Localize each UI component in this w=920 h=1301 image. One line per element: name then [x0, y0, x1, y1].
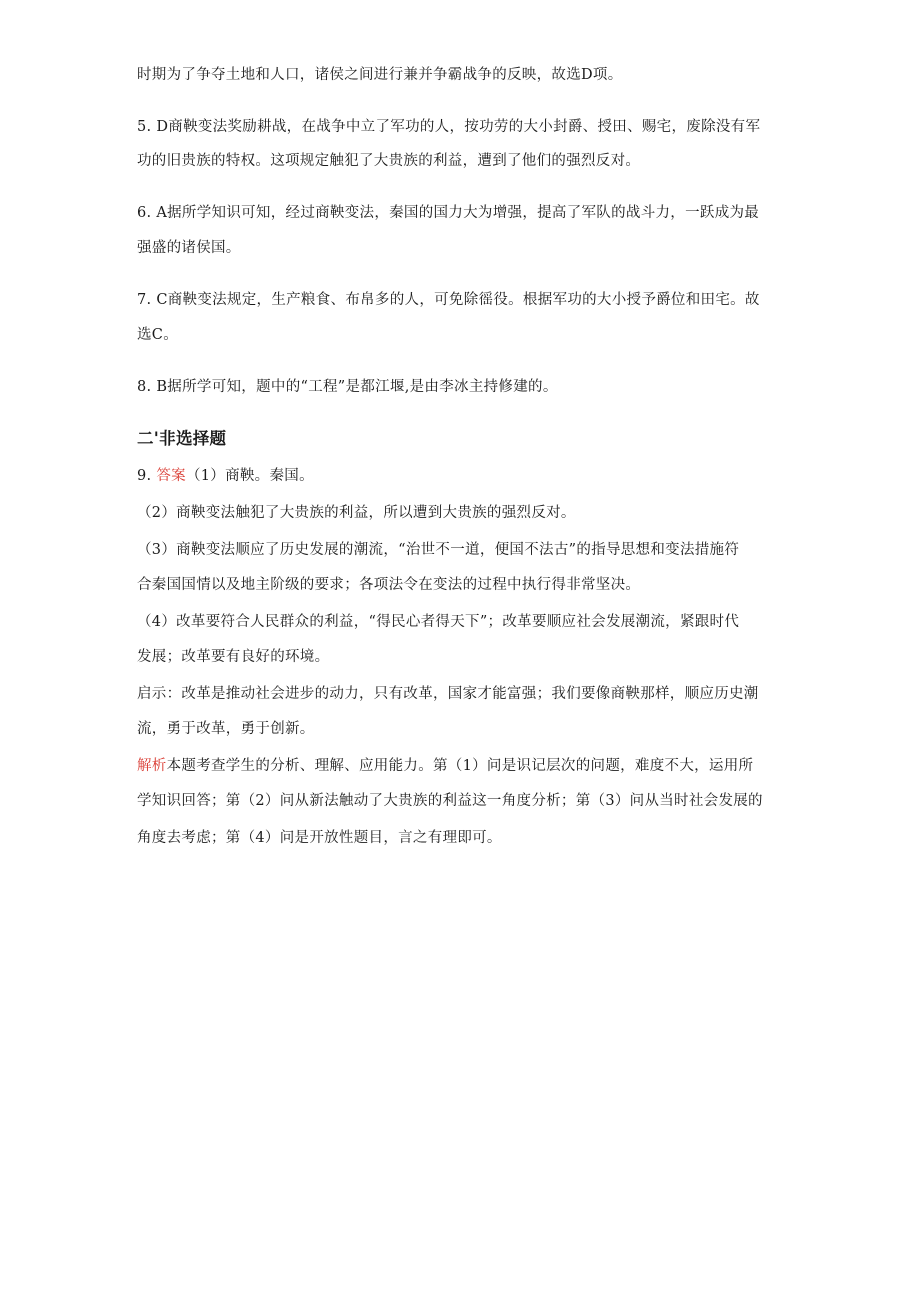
- answer-label: 答案: [156, 468, 186, 484]
- q7-line-2: 选C。: [137, 327, 178, 343]
- analysis-line-1: [137, 756, 753, 776]
- q6-line-2: 强盛的诸侯国。: [137, 240, 241, 256]
- q9-line-6: 发展；改革要有良好的环境。: [137, 649, 330, 665]
- q7-line-1: 7. C商鞅变法规定，生产粮食、布帛多的人，可免除徭役。根据军功的大小授予爵位和田宅。故: [137, 292, 760, 308]
- q9-line-3: （3）商鞅变法顺应了历史发展的潮流，“治世不一道，便国不法古”的指导思想和变法措施符: [137, 542, 740, 558]
- analysis-label: 解析: [137, 758, 167, 774]
- q5-line-1: 5. D商鞅变法奖励耕战，在战争中立了军功的人，按功劳的大小封爵、授田、赐宅，废除没有军: [137, 119, 761, 135]
- q9-line-1: [137, 466, 314, 486]
- q9-number: 9.: [137, 468, 157, 484]
- analysis-line-2: 学知识回答；第（2）问从新法触动了大贵族的利益这一角度分析；第（3）问从当时社会发展的: [137, 793, 763, 809]
- q9-part1: （1）商鞅。秦国。: [185, 468, 314, 484]
- analysis-line-3: 角度去考虑；第（4）问是开放性题目，言之有理即可。: [137, 830, 502, 846]
- q6-line-1: 6. A据所学知识可知，经过商鞅变法，秦国的国力大为增强，提高了军队的战斗力，一跃成为最: [137, 205, 760, 221]
- q9-line-2: （2）商鞅变法触犯了大贵族的利益，所以遭到大贵族的强烈反对。: [137, 505, 576, 521]
- q9-line-4: 合秦国国情以及地主阶级的要求；各项法令在变法的过程中执行得非常坚决。: [137, 577, 641, 593]
- q9-line-8: 流，勇于改革，勇于创新。: [137, 721, 315, 737]
- q5-line-2: 功的旧贵族的特权。这项规定触犯了大贵族的利益，遭到了他们的强烈反对。: [137, 153, 641, 169]
- q9-line-7: 启示：改革是推动社会进步的动力，只有改革，国家才能富强；我们要像商鞅那样，顺应历史潮: [137, 686, 759, 702]
- q9-line-5: （4）改革要符合人民群众的利益，“得民心者得天下”；改革要顺应社会发展潮流，紧跟时代: [137, 614, 740, 630]
- analysis-text-1: 本题考查学生的分析、理解、应用能力。第（1）问是识记层次的问题，难度不大，运用所: [166, 758, 754, 774]
- intro-line: 时期为了争夺土地和人口，诸侯之间进行兼并争霸战争的反映，故选D项。: [137, 67, 623, 83]
- q8-line-1: 8. B据所学可知，题中的“工程”是都江堰,是由李冰主持修建的。: [137, 379, 558, 395]
- section-heading: 二'非选择题: [137, 429, 227, 448]
